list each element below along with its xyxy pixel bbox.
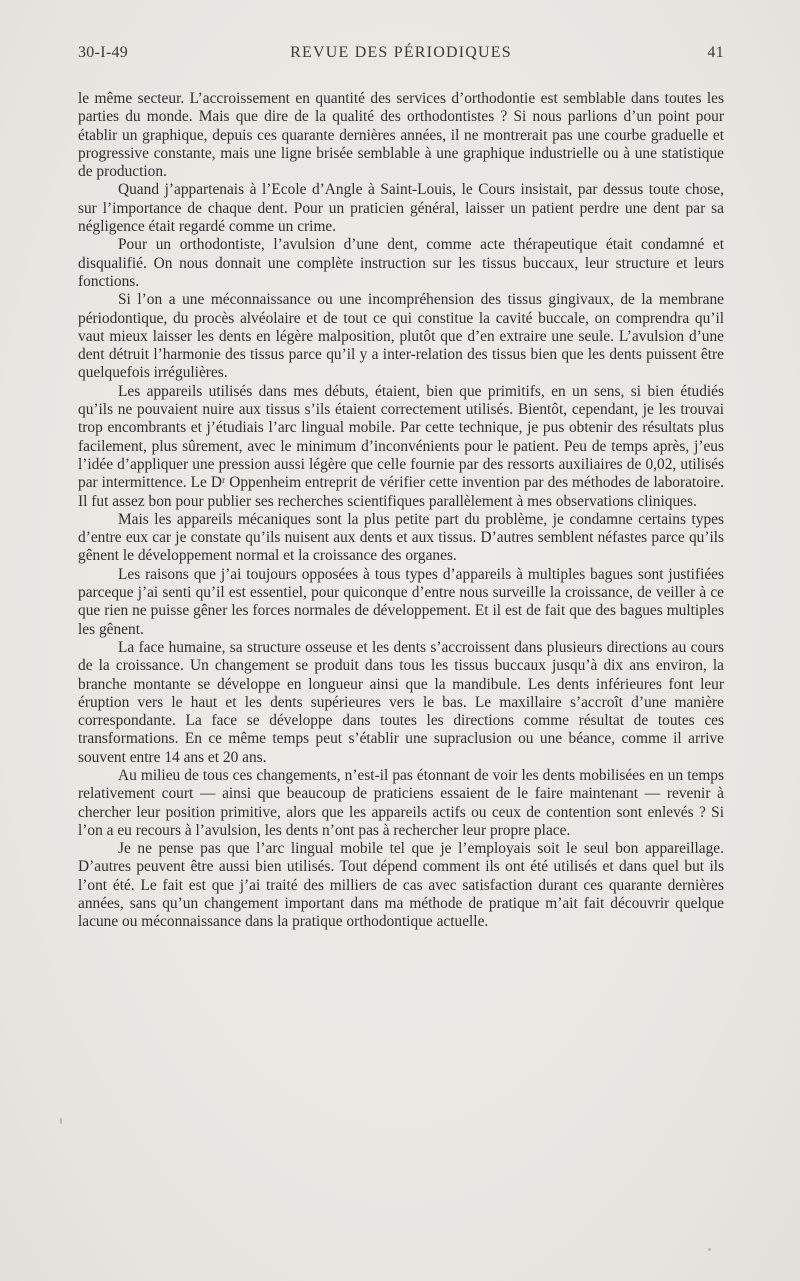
paragraph: Si l’on a une méconnaissance ou une incompréhension des tissus gingivaux, de la membrane périodontique, du procès alvéolaire et de tout ce qui constitue la cavité buccale, on comprendra qu’il vaut mieux laisser les dents en légère malposition, plutôt que d’en extraire une seule. L’avulsion d’une dent détruit l’harmonie des tissus parce qu’il y a inter-relation des tissus bien que les dents puissent être quelquefois irrégulières. — [78, 291, 724, 382]
paragraph: Je ne pense pas que l’arc lingual mobile tel que je l’employais soit le seul bon appareillage. D’autres peuvent être aussi bien utilisés. Tout dépend comment ils ont été utilisés et dans quel but ils l’ont été. Le fait est que j’ai traité des milliers de cas avec satisfaction durant ces quarante dernières années, sans qu’un changement important dans ma méthode de pratique m’ait fait découvrir quelque lacune ou méconnaissance dans la pratique orthodontique actuelle. — [78, 840, 724, 931]
paragraph: Les appareils utilisés dans mes débuts, étaient, bien que primitifs, en un sens, si bien étudiés qu’ils ne pouvaient nuire aux tissus s’ils étaient correctement utilisés. Bientôt, cependant, je les trouvai trop encombrants et j’étudiais l’arc lingual mobile. Par cette technique, je pus obtenir des résultats plus facilement, plus sûrement, avec le minimum d’inconvénients pour le patient. Peu de temps après, j’eus l’idée d’appliquer une pression aussi légère que celle fournie par des ressorts auxiliaires de 0,02, utilisés par intermittence. Le Dʳ Oppenheim entreprit de vérifier cette invention par des méthodes de laboratoire. Il fut assez bon pour publier ses recherches scientifiques parallèlement à mes observations cliniques. — [78, 382, 724, 510]
paragraph: Pour un orthodontiste, l’avulsion d’une dent, comme acte thérapeutique était condamné et disqualifié. On nous donnait une complète instruction sur les tissus buccaux, leur structure et leurs fonctions. — [78, 236, 724, 290]
paper-speck — [60, 1118, 62, 1124]
paragraph: Au milieu de tous ces changements, n’est-il pas étonnant de voir les dents mobilisées en un temps relativement court — ainsi que beaucoup de praticiens essaient de le faire maintenant — revenir à chercher leur position primitive, alors que les appareils actifs ou ceux de contention sont enlevés ? Si l’on a eu recours à l’avulsion, les dents n’ont pas à rechercher leur propre place. — [78, 766, 724, 839]
paragraph: Les raisons que j’ai toujours opposées à tous types d’appareils à multiples bagues sont justifiées parceque j’ai senti qu’il est essentiel, pour quiconque d’entre nous surveille la croissance, de veiller à ce que rien ne puisse gêner les forces normales de développement. Et il est de fait que des bagues multiples les gênent. — [78, 565, 724, 638]
header-title: REVUE DES PÉRIODIQUES — [290, 44, 512, 61]
paragraph: Mais les appareils mécaniques sont la plus petite part du problème, je condamne certains types d’entre eux car je constate qu’ils nuisent aux dents et aux tissus. D’autres semblent néfastes parce qu’ils gênent le développement normal et la croissance des organes. — [78, 510, 724, 565]
article-body — [78, 90, 724, 932]
paper-speck — [708, 1248, 711, 1251]
header-date: 30-I-49 — [78, 44, 129, 61]
paragraph: Quand j’appartenais à l’Ecole d’Angle à Saint-Louis, le Cours insistait, par dessus toute chose, sur l’importance de chaque dent. Pour un praticien général, laisser un patient perdre une dent par sa négligence était regardé comme un crime. — [78, 181, 724, 236]
paragraph: La face humaine, sa structure osseuse et les dents s’accroissent dans plusieurs directions au cours de la croissance. Un changement se produit dans tous les tissus buccaux jusqu’à dix ans environ, la branche montante se développe en longueur ainsi que la mandibule. Les dents inférieures font leur éruption vers le haut et les dents supérieures vers le bas. Le maxillaire s’accroît d’une manière correspondante. La face se développe dans toutes les directions comme résultat de toutes ces transformations. En ce même temps peut s’établir une supraclusion ou une béance, comme il arrive souvent entre 14 ans et 20 ans. — [78, 638, 724, 766]
paragraph: le même secteur. L’accroissement en quantité des services d’orthodontie est semblable dans toutes les parties du monde. Mais que dire de la qualité des orthodontistes ? Si nous parlions d’un point pour établir un graphique, depuis ces quarante dernières années, il ne montrerait pas une courbe graduelle et progressive constante, mais une ligne brisée semblable à une graphique industrielle ou à une statistique de production. — [78, 90, 724, 181]
page-number: 41 — [707, 44, 724, 61]
running-header — [78, 44, 724, 66]
